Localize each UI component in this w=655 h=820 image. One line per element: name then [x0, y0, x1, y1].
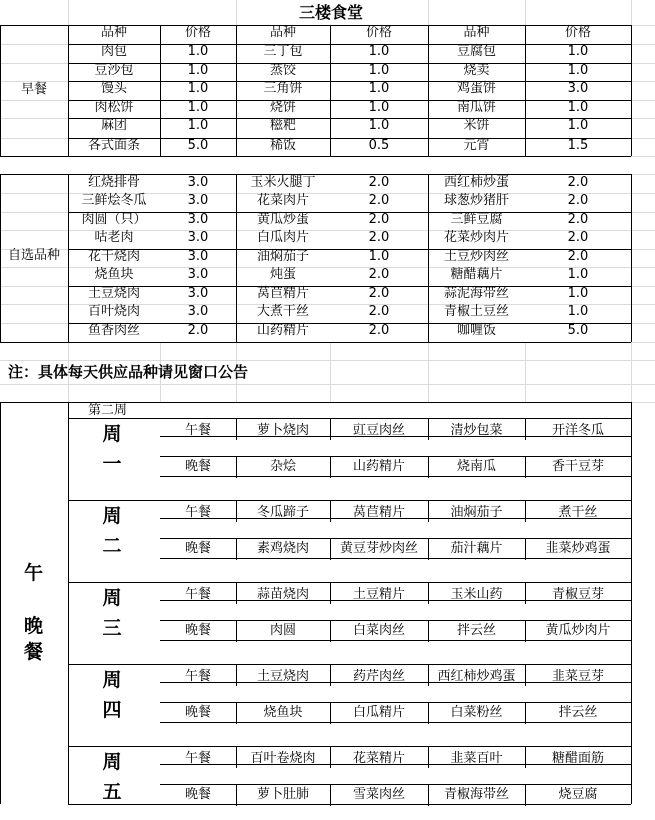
lunch-dish: 冬瓜蹄子 — [256, 505, 309, 520]
breakfast-cell: 元宵 — [463, 138, 490, 153]
day-label-top: 周 — [102, 423, 122, 445]
lunch-dish: 玉米山药 — [450, 587, 503, 602]
lunch-dish: 韭菜豆芽 — [551, 669, 604, 684]
selection-cell: 3.0 — [187, 230, 209, 245]
breakfast-cell: 豆沙包 — [94, 63, 134, 78]
selection-cell: 1.0 — [567, 304, 589, 319]
breakfast-cell: 各式面条 — [87, 138, 140, 153]
breakfast-cell: 1.5 — [567, 138, 589, 153]
meal-label-char-1: 午 — [24, 562, 44, 584]
selection-cell: 糖醋藕片 — [450, 267, 503, 282]
notice-text: 注：具体每天供应品种请见窗口公告 — [8, 363, 249, 381]
breakfast-cell: 1.0 — [187, 81, 209, 96]
breakfast-cell: 1.0 — [368, 118, 390, 133]
lunch-label: 午餐 — [184, 587, 211, 602]
selection-cell: 3.0 — [187, 212, 209, 227]
lunch-dish: 油焖茄子 — [450, 505, 503, 520]
dinner-dish: 青椒海带丝 — [443, 787, 509, 802]
day-label-bottom: 二 — [102, 535, 122, 557]
breakfast-cell: 1.0 — [187, 44, 209, 59]
selection-cell: 三鲜烩冬瓜 — [81, 193, 147, 208]
lunch-dish: 莴苣精片 — [352, 505, 405, 520]
selection-cell: 蒜泥海带丝 — [443, 286, 509, 301]
lunch-dish: 药芹肉丝 — [352, 669, 405, 684]
breakfast-cell: 南瓜饼 — [456, 100, 496, 115]
breakfast-cell: 1.0 — [187, 118, 209, 133]
meal-label-char-2: 晚 — [24, 615, 44, 637]
dinner-label: 晚餐 — [184, 787, 211, 802]
selection-cell: 鱼香肉丝 — [87, 323, 140, 338]
dinner-dish: 拌云丝 — [456, 623, 496, 638]
lunch-dish: 萝卜烧肉 — [256, 423, 309, 438]
selection-cell: 3.0 — [187, 175, 209, 190]
selection-cell: 百叶烧肉 — [87, 304, 140, 319]
selection-cell: 1.0 — [567, 286, 589, 301]
day-label-bottom: 三 — [102, 617, 122, 639]
dinner-dish: 白菜肉丝 — [352, 623, 405, 638]
week-label: 第二周 — [88, 403, 128, 418]
selection-cell: 花菜肉片 — [256, 193, 309, 208]
lunch-dish: 清炒包菜 — [450, 423, 503, 438]
selection-cell: 3.0 — [187, 304, 209, 319]
selection-cell: 黄瓜炒蛋 — [256, 212, 309, 227]
breakfast-cell: 三丁包 — [263, 44, 303, 59]
breakfast-cell: 稀饭 — [269, 138, 296, 153]
day-label-top: 周 — [102, 505, 122, 527]
breakfast-header-cell: 品种 — [463, 25, 490, 40]
dinner-dish: 白菜粉丝 — [450, 705, 503, 720]
breakfast-cell: 1.0 — [187, 63, 209, 78]
breakfast-cell: 5.0 — [187, 138, 209, 153]
day-label-top: 周 — [102, 751, 122, 773]
day-label-bottom: 四 — [102, 699, 122, 721]
dinner-dish: 白瓜精片 — [352, 705, 405, 720]
selection-cell: 花菜炒肉片 — [443, 230, 509, 245]
lunch-label: 午餐 — [184, 669, 211, 684]
dinner-dish: 烧南瓜 — [456, 459, 496, 474]
breakfast-cell: 麻团 — [100, 118, 127, 133]
dinner-dish: 雪菜肉丝 — [352, 787, 405, 802]
selection-cell: 西红柿炒蛋 — [443, 175, 509, 190]
lunch-dish: 韭菜百叶 — [450, 751, 503, 766]
dinner-dish: 杂烩 — [269, 459, 296, 474]
selection-cell: 花干烧肉 — [87, 249, 140, 264]
dinner-dish: 韭菜炒鸡蛋 — [545, 541, 611, 556]
breakfast-cell: 1.0 — [567, 63, 589, 78]
selection-cell: 2.0 — [368, 212, 390, 227]
day-label-bottom: 五 — [102, 781, 122, 803]
dinner-label: 晚餐 — [184, 623, 211, 638]
breakfast-cell: 烧饼 — [269, 100, 296, 115]
breakfast-cell: 肉包 — [100, 44, 127, 59]
selection-cell: 球葱炒猪肝 — [443, 193, 509, 208]
dinner-label: 晚餐 — [184, 705, 211, 720]
lunch-dish: 糖醋面筋 — [551, 751, 604, 766]
meal-label-char-3: 餐 — [24, 641, 44, 663]
breakfast-cell: 豆腐包 — [456, 44, 496, 59]
selection-cell: 红烧排骨 — [87, 175, 140, 190]
lunch-label: 午餐 — [184, 423, 211, 438]
breakfast-cell: 鸡蛋饼 — [456, 81, 496, 96]
selection-cell: 2.0 — [368, 175, 390, 190]
breakfast-cell: 1.0 — [187, 100, 209, 115]
lunch-dish: 西红柿炒鸡蛋 — [437, 669, 516, 684]
breakfast-cell: 馒头 — [100, 81, 127, 96]
selection-cell: 油焖茄子 — [256, 249, 309, 264]
selection-cell: 2.0 — [368, 323, 390, 338]
selection-cell: 2.0 — [368, 230, 390, 245]
breakfast-cell: 烧卖 — [463, 63, 490, 78]
lunch-dish: 开洋冬瓜 — [551, 423, 604, 438]
breakfast-header-cell: 价格 — [365, 25, 392, 40]
dinner-dish: 香干豆芽 — [551, 459, 604, 474]
breakfast-cell: 1.0 — [567, 100, 589, 115]
page-title: 三楼食堂 — [298, 3, 363, 22]
selection-cell: 3.0 — [187, 267, 209, 282]
selection-cell: 青椒土豆丝 — [443, 304, 509, 319]
day-label-bottom: 一 — [102, 453, 122, 475]
selection-cell: 土豆烧肉 — [87, 286, 140, 301]
selection-cell: 咕老肉 — [94, 230, 134, 245]
breakfast-header-cell: 价格 — [184, 25, 211, 40]
lunch-dish: 花菜精片 — [352, 751, 405, 766]
selection-cell: 炖蛋 — [269, 267, 296, 282]
breakfast-cell: 三角饼 — [263, 81, 303, 96]
selection-cell: 3.0 — [187, 193, 209, 208]
day-label-top: 周 — [102, 587, 122, 609]
selection-cell: 玉米火腿丁 — [250, 175, 316, 190]
selection-label: 自选品种 — [7, 248, 60, 263]
selection-cell: 白瓜肉片 — [256, 230, 309, 245]
lunch-dish: 土豆精片 — [352, 587, 405, 602]
lunch-dish: 土豆烧肉 — [256, 669, 309, 684]
lunch-dish: 煮干丝 — [558, 505, 598, 520]
lunch-label: 午餐 — [184, 751, 211, 766]
selection-cell: 5.0 — [567, 323, 589, 338]
breakfast-cell: 1.0 — [368, 81, 390, 96]
dinner-dish: 萝卜肚肺 — [256, 787, 309, 802]
selection-cell: 大煮干丝 — [256, 304, 309, 319]
breakfast-header-cell: 价格 — [564, 25, 591, 40]
dinner-dish: 烧豆腐 — [558, 787, 598, 802]
breakfast-cell: 3.0 — [567, 81, 589, 96]
breakfast-cell: 1.0 — [368, 44, 390, 59]
selection-cell: 土豆炒肉丝 — [443, 249, 509, 264]
breakfast-cell: 蒸饺 — [269, 63, 296, 78]
dinner-dish: 烧鱼块 — [263, 705, 303, 720]
dinner-dish: 山药精片 — [352, 459, 405, 474]
selection-cell: 2.0 — [368, 304, 390, 319]
breakfast-label: 早餐 — [20, 82, 47, 97]
dinner-dish: 拌云丝 — [558, 705, 598, 720]
breakfast-cell: 米饼 — [463, 118, 490, 133]
lunch-dish: 豇豆肉丝 — [352, 423, 405, 438]
breakfast-header-cell: 品种 — [100, 25, 127, 40]
selection-cell: 2.0 — [368, 286, 390, 301]
selection-cell: 莴苣精片 — [256, 286, 309, 301]
selection-cell: 2.0 — [567, 249, 589, 264]
dinner-dish: 肉圆 — [269, 623, 296, 638]
breakfast-cell: 1.0 — [368, 100, 390, 115]
selection-cell: 咖喱饭 — [456, 323, 496, 338]
breakfast-header-cell: 品种 — [269, 25, 296, 40]
selection-cell: 3.0 — [187, 249, 209, 264]
breakfast-cell: 1.0 — [567, 118, 589, 133]
selection-cell: 2.0 — [368, 193, 390, 208]
dinner-dish: 素鸡烧肉 — [256, 541, 309, 556]
breakfast-cell: 糍粑 — [269, 118, 296, 133]
selection-cell: 三鲜豆腐 — [450, 212, 503, 227]
lunch-dish: 百叶卷烧肉 — [250, 751, 316, 766]
lunch-dish: 青椒豆芽 — [551, 587, 604, 602]
selection-cell: 2.0 — [567, 230, 589, 245]
breakfast-cell: 肉松饼 — [94, 100, 134, 115]
selection-cell: 2.0 — [567, 193, 589, 208]
selection-cell: 2.0 — [567, 175, 589, 190]
lunch-label: 午餐 — [184, 505, 211, 520]
selection-cell: 1.0 — [368, 249, 390, 264]
selection-cell: 肉圆（只） — [81, 212, 147, 227]
breakfast-cell: 1.0 — [368, 63, 390, 78]
selection-cell: 2.0 — [368, 267, 390, 282]
day-label-top: 周 — [102, 669, 122, 691]
selection-cell: 2.0 — [187, 323, 209, 338]
dinner-label: 晚餐 — [184, 541, 211, 556]
dinner-dish: 黄瓜炒肉片 — [545, 623, 611, 638]
selection-cell: 2.0 — [567, 212, 589, 227]
breakfast-cell: 0.5 — [368, 138, 390, 153]
dinner-label: 晚餐 — [184, 459, 211, 474]
selection-cell: 山药精片 — [256, 323, 309, 338]
dinner-dish: 茄汁藕片 — [450, 541, 503, 556]
dinner-dish: 黄豆芽炒肉丝 — [339, 541, 418, 556]
lunch-dish: 蒜苗烧肉 — [256, 587, 309, 602]
breakfast-cell: 1.0 — [567, 44, 589, 59]
selection-cell: 烧鱼块 — [94, 267, 134, 282]
selection-cell: 1.0 — [567, 267, 589, 282]
selection-cell: 3.0 — [187, 286, 209, 301]
